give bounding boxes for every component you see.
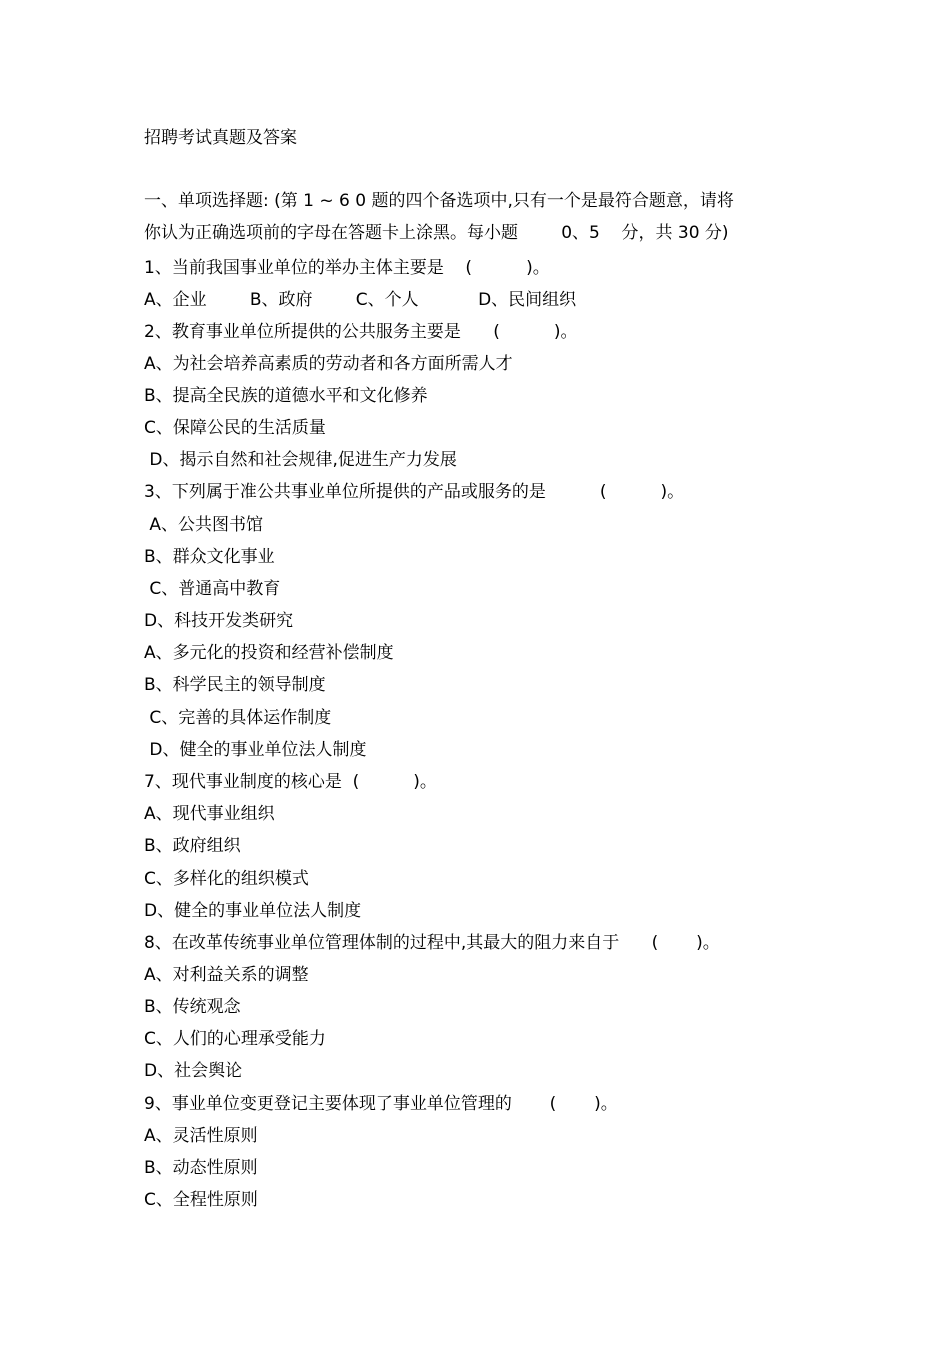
- option-line: A、多元化的投资和经营补偿制度: [144, 643, 394, 663]
- option-line: A、灵活性原则: [144, 1126, 258, 1146]
- question-line: 2、教育事业单位所提供的公共服务主要是 ( )。: [144, 322, 578, 342]
- option-line: C、普通高中教育: [144, 579, 281, 599]
- option-line: A、对利益关系的调整: [144, 965, 309, 985]
- option-line: B、政府组织: [144, 836, 241, 856]
- option-line: A、企业 B、政府 C、个人 D、民间组织: [144, 290, 577, 310]
- option-line: B、动态性原则: [144, 1158, 258, 1178]
- option-line: C、全程性原则: [144, 1190, 258, 1210]
- option-line: A、现代事业组织: [144, 804, 275, 824]
- question-line: 1、当前我国事业单位的举办主体主要是 ( )。: [144, 258, 550, 278]
- option-line: B、提高全民族的道德水平和文化修养: [144, 386, 428, 406]
- question-line: 9、事业单位变更登记主要体现了事业单位管理的 ( )。: [144, 1094, 618, 1114]
- option-line: D、健全的事业单位法人制度: [144, 740, 367, 760]
- option-line: A、为社会培养高素质的劳动者和各方面所需人才: [144, 354, 513, 374]
- question-line: 7、现代事业制度的核心是 ( )。: [144, 772, 437, 792]
- question-line: 8、在改革传统事业单位管理体制的过程中,其最大的阻力来自于 ( )。: [144, 933, 720, 953]
- option-line: C、完善的具体运作制度: [144, 708, 332, 728]
- option-line: C、多样化的组织模式: [144, 869, 309, 889]
- option-line: D、揭示自然和社会规律,促进生产力发展: [144, 450, 457, 470]
- question-line: 3、下列属于准公共事业单位所提供的产品或服务的是 ( )。: [144, 482, 685, 502]
- option-line: B、群众文化事业: [144, 547, 275, 567]
- option-line: D、健全的事业单位法人制度: [144, 901, 362, 921]
- section-heading-line-1: 一、单项选择题: (第 1 ~ 6 0 题的四个备选项中,只有一个是最符合题意，请将: [144, 191, 734, 211]
- option-line: C、保障公民的生活质量: [144, 418, 326, 438]
- section-heading-line-2: 你认为正确选项前的字母在答题卡上涂黑。每小题 0、5 分，共 30 分): [144, 223, 729, 243]
- document-title: 招聘考试真题及答案: [144, 128, 297, 148]
- option-line: D、科技开发类研究: [144, 611, 294, 631]
- option-line: B、科学民主的领导制度: [144, 675, 326, 695]
- option-line: A、公共图书馆: [144, 515, 264, 535]
- option-line: D、社会舆论: [144, 1061, 243, 1081]
- option-line: C、人们的心理承受能力: [144, 1029, 326, 1049]
- option-line: B、传统观念: [144, 997, 241, 1017]
